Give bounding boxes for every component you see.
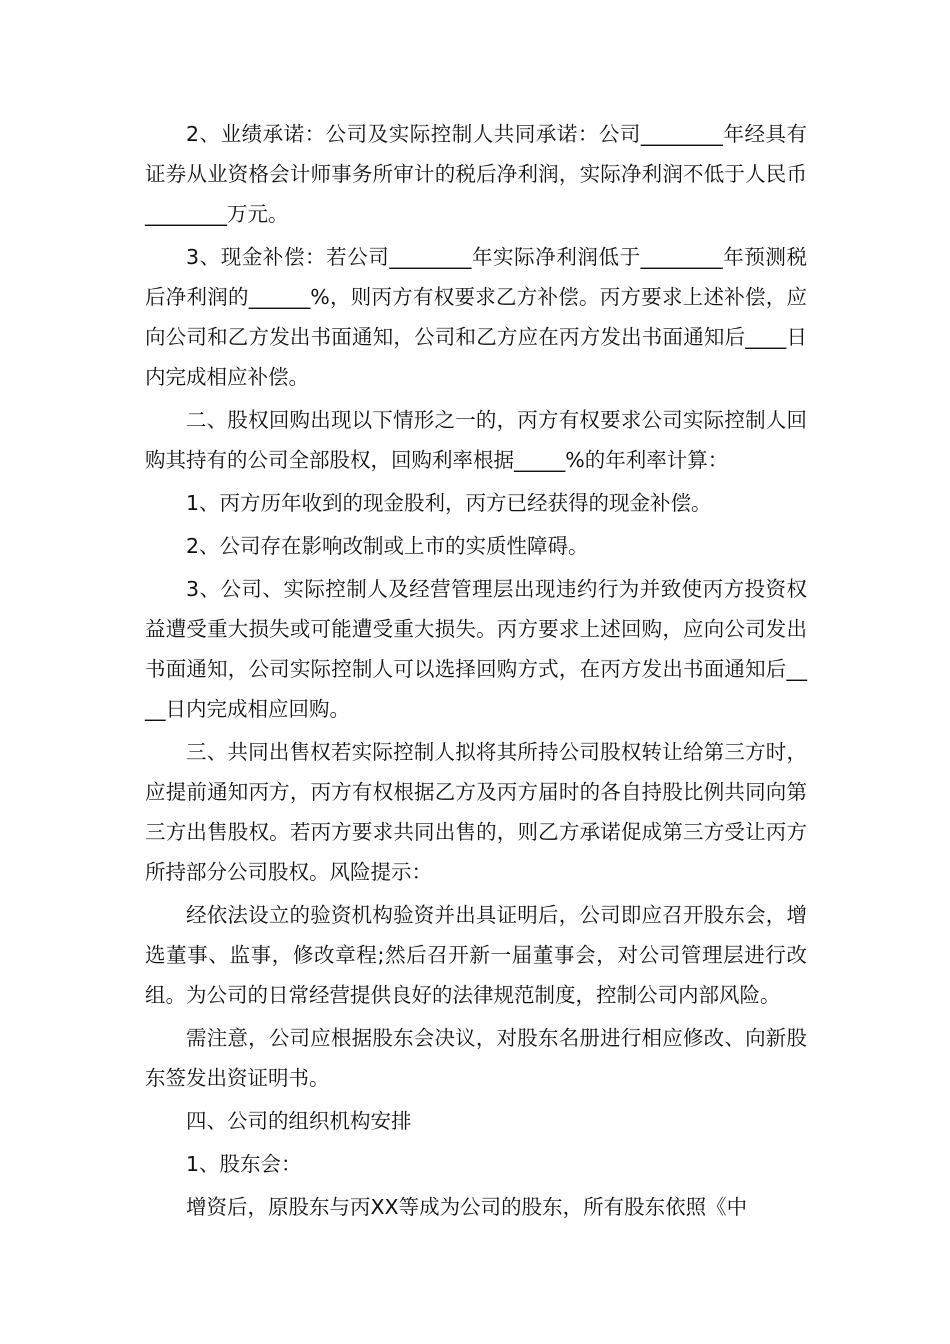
paragraph-equity-repurchase: 二、股权回购出现以下情形之一的，丙方有权要求公司实际控制人回购其持有的公司全部股权，回购利率根据_____%的年利率计算： <box>145 408 807 472</box>
paragraph-capital-verification: 经依法设立的验资机构验资并出具证明后，公司即应召开股东会，增选董事、监事，修改章程;然后召开新一届董事会，对公司管理层进行改组。为公司的日常经营提供良好的法律规范制度，控制公司内部风险。 <box>145 903 807 1007</box>
paragraph-post-capital-increase: 增资后，原股东与丙XX等成为公司的股东，所有股东依照《中 <box>186 1195 748 1219</box>
section-heading-organization: 四、公司的组织机构安排 <box>186 1109 412 1133</box>
paragraph-cash-compensation: 3、现金补偿：若公司________年实际净利润低于________年预测税后净利润的______%，则丙方有权要求乙方补偿。丙方要求上述补偿，应向公司和乙方发出书面通知，公司和乙方应在丙方发出书面通知后____日内完成相应补偿。 <box>145 245 807 389</box>
paragraph-repurchase-item-3: 3、公司、实际控制人及经营管理层出现违约行为并致使丙方投资权益遭受重大损失或可能遭受重大损失。丙方要求上述回购，应向公司发出书面通知，公司实际控制人可以选择回购方式，在丙方发出书面通知后____日内完成相应回购。 <box>145 577 807 721</box>
paragraph-performance-commitment: 2、业绩承诺：公司及实际控制人共同承诺：公司________年经具有证券从业资格会计师事务所审计的税后净利润，实际净利润不低于人民币________万元。 <box>145 122 807 226</box>
document-body <box>145 114 807 1230</box>
paragraph-co-sale-right: 三、共同出售权若实际控制人拟将其所持公司股权转让给第三方时，应提前通知丙方，丙方有权根据乙方及丙方届时的各自持股比例共同向第三方出售股权。若丙方要求共同出售的，则乙方承诺促成第三方受让丙方所持部分公司股权。风险提示： <box>145 740 807 884</box>
paragraph-repurchase-item-2: 2、公司存在影响改制或上市的实质性障碍。 <box>186 534 589 558</box>
paragraph-repurchase-item-1: 1、丙方历年收到的现金股利，丙方已经获得的现金补偿。 <box>186 491 712 515</box>
subheading-shareholders-meeting: 1、股东会： <box>186 1152 302 1176</box>
paragraph-notice: 需注意，公司应根据股东会决议，对股东名册进行相应修改、向新股东签发出资证明书。 <box>145 1026 807 1090</box>
